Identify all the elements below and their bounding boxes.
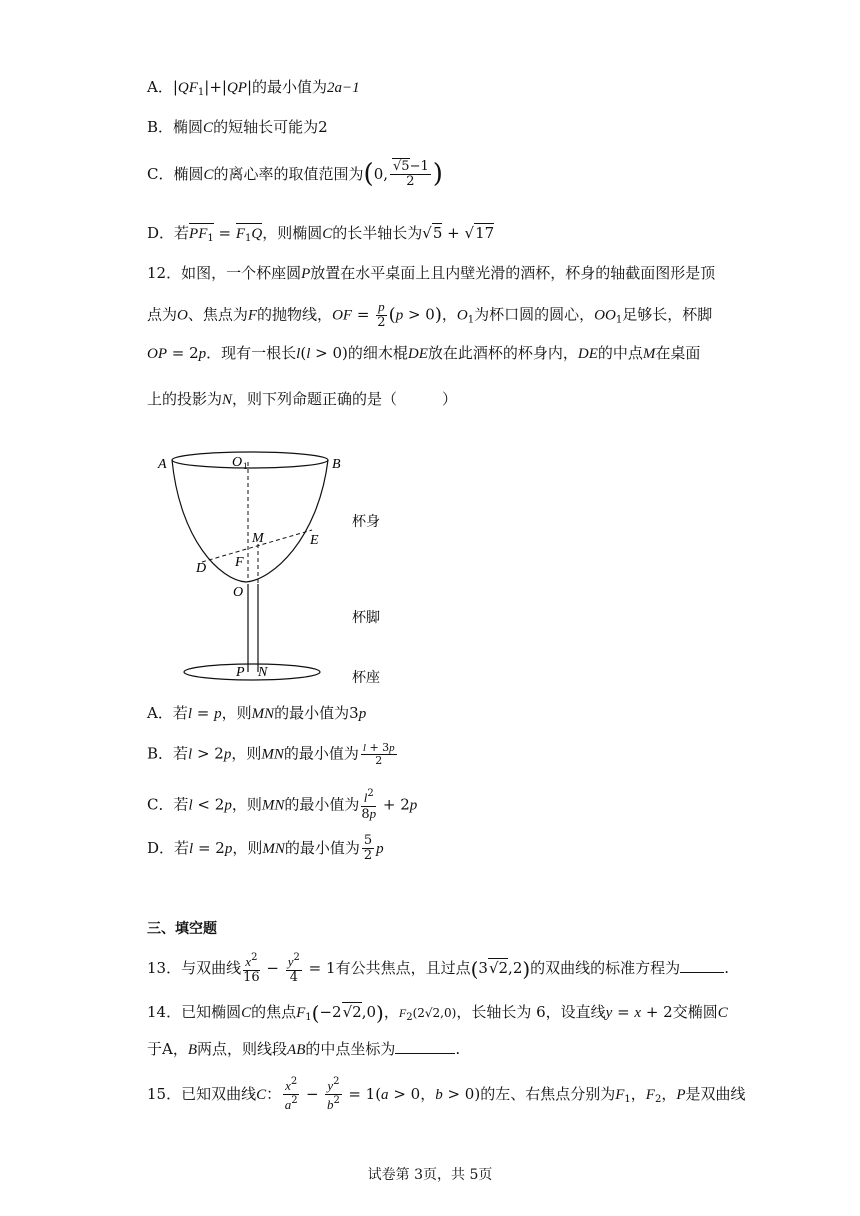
q11-option-b: B．椭圆C的短轴长可能为2 xyxy=(147,118,328,136)
q15-text: 15．已知双曲线C： $\frac{x^2}{a^2}$ − $\frac{y^2}{b^2}$ = 1(a > 0，b > 0)的左、右焦点分别为$F_1$，$F_2$，P是双曲线 xyxy=(147,1076,746,1113)
q14-line1: 14．已知椭圆C的焦点$F_1(-2√2,0)$，$F_2(2√2,0)$，长轴长为 6，设直线y = x + 2交椭圆C xyxy=(147,1001,728,1025)
label-cup-body: 杯身 xyxy=(352,515,380,530)
label-e: E xyxy=(310,533,319,548)
q12-stem-line4: 上的投影为N，则下列命题正确的是（ ） xyxy=(147,390,458,408)
label-cup-base: 杯座 xyxy=(352,671,380,686)
q12-option-b: B．若l > 2p，则MN的最小值为 $\frac{l + 3p}{2}$ xyxy=(147,741,395,768)
q11-option-a: A．$|QF_1|+|QP|$的最小值为2a−1 xyxy=(147,78,360,98)
label-f: F xyxy=(235,555,244,570)
label-o: O xyxy=(233,585,244,600)
wine-glass-figure xyxy=(140,440,420,690)
label-p: P xyxy=(236,665,245,680)
label-n: N xyxy=(258,665,268,680)
q12-option-c: C．若l < 2p，则MN的最小值为 $\frac{l^2}{8p}$ + 2p xyxy=(147,788,418,823)
label-o1-sub: 1 xyxy=(243,461,248,471)
q12-stem-line2: 点为O、焦点为F的抛物线，OF = $\frac{p}{2}$ (p > 0)，$O_1$为杯口圆的圆心，$OO_1$足够长，杯脚 xyxy=(147,299,713,331)
cup-rim xyxy=(172,452,328,468)
label-a: A xyxy=(158,457,167,472)
label-d: D xyxy=(196,561,207,576)
label-b: B xyxy=(332,457,341,472)
q12-option-d: D．若l = 2p，则MN的最小值为 $\frac{5}{2}$ p xyxy=(147,833,384,864)
q12-option-a: A．若l = p，则MN的最小值为3p xyxy=(147,704,367,722)
section-heading-fill-in: 三、填空题 xyxy=(147,921,217,937)
answer-blank[interactable] xyxy=(680,972,724,973)
q11-option-d: D．若$PF_1 = F_1Q$，则椭圆C的长半轴长为√5 + √17 xyxy=(147,224,495,244)
label-cup-foot: 杯脚 xyxy=(352,611,380,626)
q14-line2: 于A，B两点，则线段AB的中点坐标为 . xyxy=(147,1040,461,1058)
cup-base-ellipse xyxy=(184,664,320,680)
answer-blank[interactable] xyxy=(395,1053,455,1054)
page-footer: 试卷第 3页，共 5页 xyxy=(367,1167,493,1183)
q12-stem-line1: 12．如图，一个杯座圆P放置在水平桌面上且内壁光滑的酒杯，杯身的轴截面图形是顶 xyxy=(147,264,716,282)
q12-stem-line3: OP = 2p．现有一根长l(l > 0)的细木棍DE放在此酒杯的杯身内，DE的中点M在桌面 xyxy=(147,344,701,362)
q13-text: 13．与双曲线 $\frac{x^2}{16}$ − $\frac{y^2}{4}$ = 1有公共焦点，且过点(3√2,2)的双曲线的标准方程为 . xyxy=(147,952,729,986)
q11-option-c: C．椭圆C的离心率的取值范围为(0, $\frac{√5-1}{2}$ ) xyxy=(147,159,443,190)
label-m: M xyxy=(252,531,264,546)
label-o1: O xyxy=(232,455,243,470)
